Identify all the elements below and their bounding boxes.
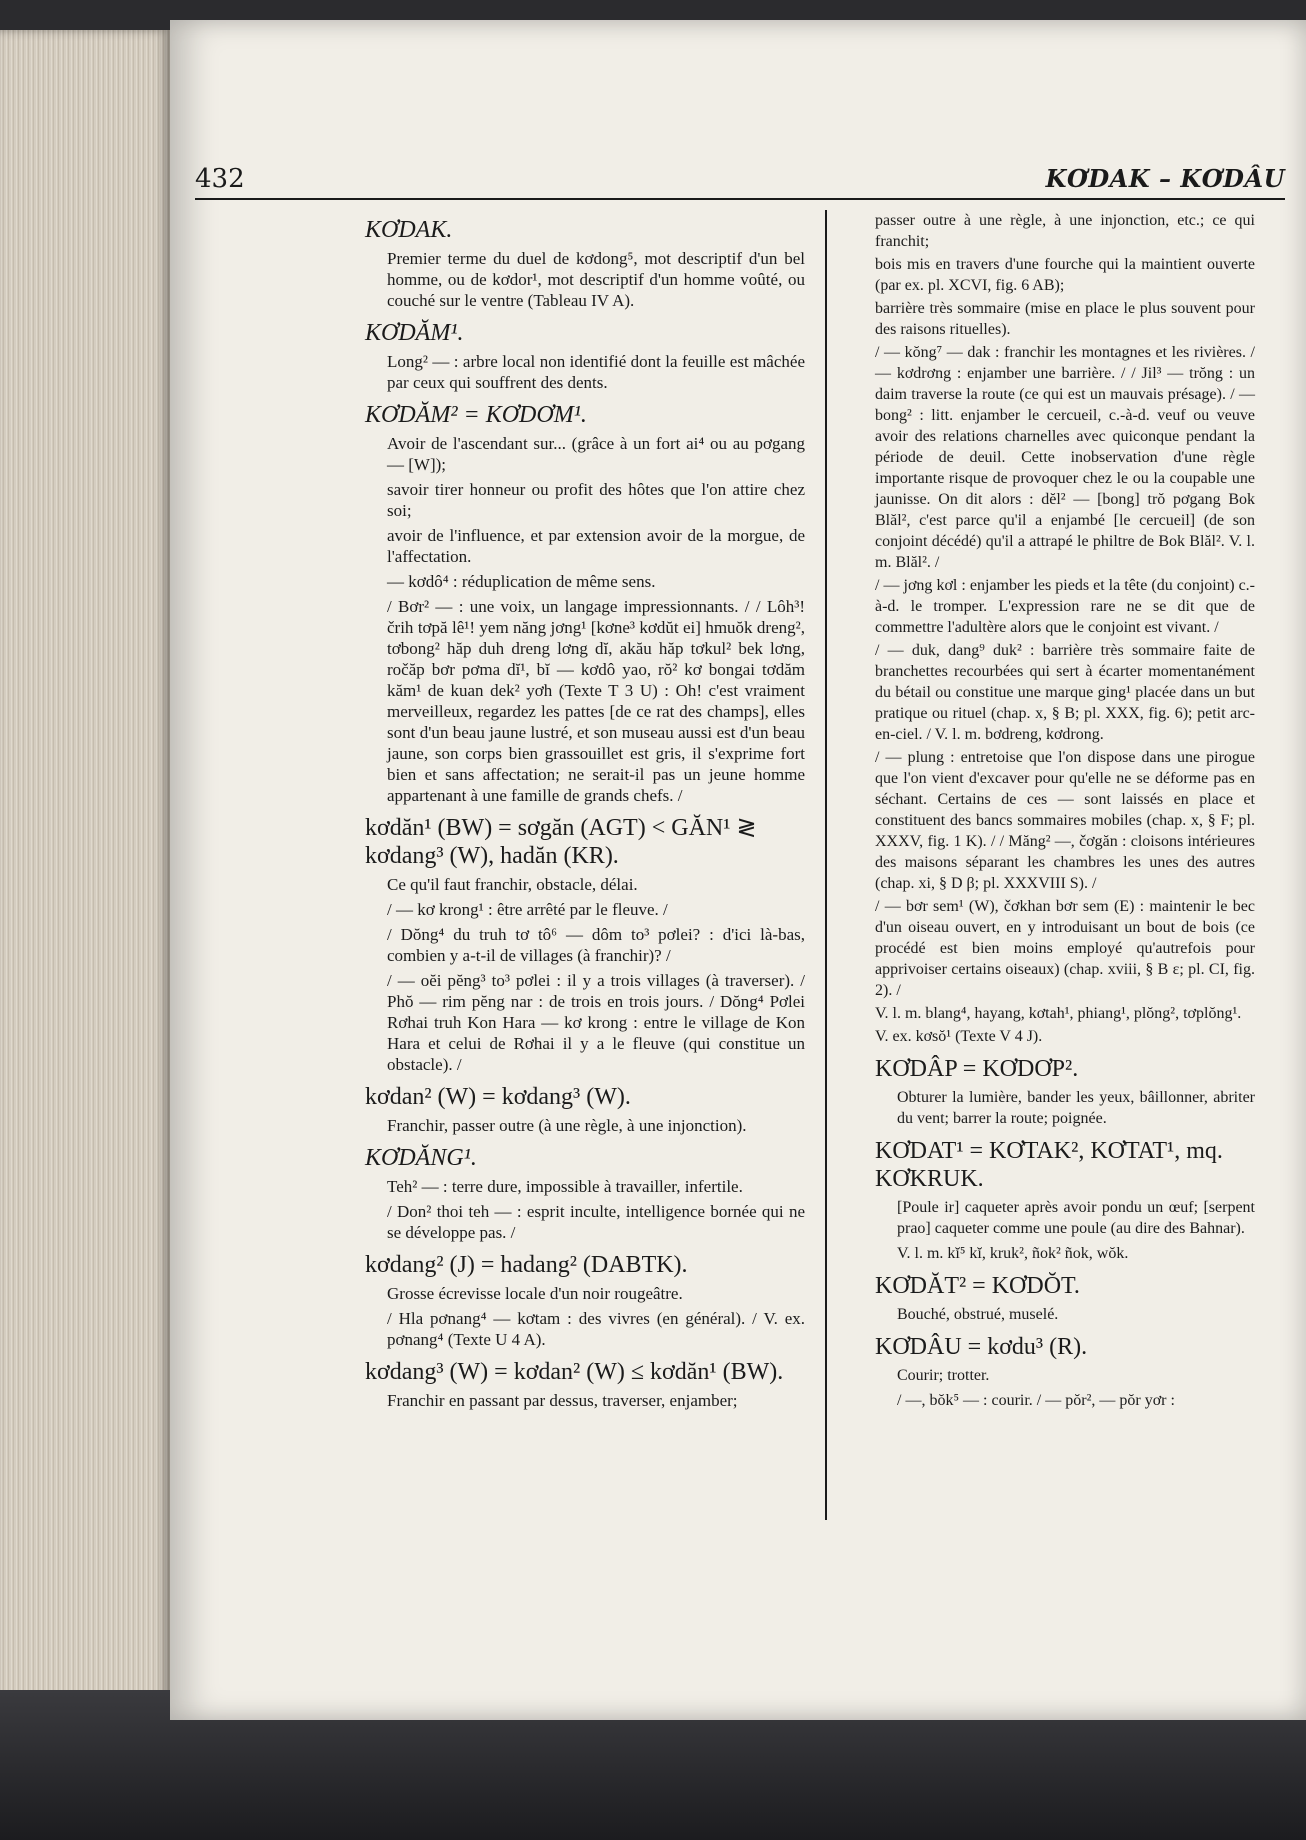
dictionary-entry: [875, 1333, 1255, 1411]
entry-definition: / — duk, dang⁹ duk² : barrière très sommaire faite de branchettes recourbées qui sert à écarter momentanément du bétail ou constitue une marque ging¹ placée dans un but pratique ou rituel (chap. x, § B; pl. XXX, fig. 6); petit arc-en-ciel. / V. l. m. bơdreng, kơdrong.: [875, 642, 1255, 743]
entry-headword: KƠDÂU = kơdu³ (R).: [875, 1334, 1088, 1360]
entry-definition: Obturer la lumière, bander les yeux, bâillonner, abriter du vent; barrer la route; poignée.: [897, 1089, 1255, 1127]
entry-definition: V. l. m. kĭ⁵ kĭ, kruk², ñok² ñok, wŏk.: [897, 1245, 1129, 1262]
entry-definition: Long² — : arbre local non identifié dont la feuille est mâchée par ceux qui souffrent des dents.: [387, 352, 805, 392]
entry-headword: KƠDÂP = KƠDƠP².: [875, 1056, 1079, 1082]
running-head: KƠDAK – KƠDÂU: [1045, 164, 1285, 193]
dictionary-entry: [365, 401, 805, 806]
dictionary-entry: [875, 1055, 1255, 1129]
entry-definition: savoir tirer honneur ou profit des hôtes que l'on attire chez soi;: [387, 480, 805, 520]
right-column: [875, 210, 1255, 1419]
dictionary-entry: [875, 1137, 1255, 1264]
dictionary-entry: [365, 1358, 805, 1411]
entry-definition: Avoir de l'ascendant sur... (grâce à un fort ai⁴ ou au pơgang — [W]);: [387, 434, 805, 474]
dictionary-entry: [365, 1251, 805, 1350]
entry-definition: passer outre à une règle, à une injonction, etc.; ce qui franchit;: [875, 212, 1255, 250]
entry-definition: / — kŏng⁷ — dak : franchir les montagnes et les rivières. / — kơdrơng : enjamber une barrière. / / Jil³ — trŏng : un daim traverse la route (ce qui est un mauvais présage). / — bong² : litt. enjamber le cercueil, c.-à-d. veuf ou veuve avoir des relations charnelles avec quiconque pendant la période de deuil. Cette inobservation d'une règle importante risque de provoquer chez le ou la coupable une jaunisse. On dit alors : dĕl² — [bong] trŏ pơgang Bok Blăl², c'est parce qu'il a enjambé [le cercueil] (de son conjoint décédé) qu'il a attrapé le philtre de Bok Blăl². V. l. m. Blăl². /: [875, 344, 1255, 571]
entry-definition: barrière très sommaire (mise en place le plus souvent pour des raisons rituelles).: [875, 300, 1255, 338]
entry-definition: Franchir, passer outre (à une règle, à une injonction).: [387, 1116, 747, 1135]
entry-definition: / —, bŏk⁵ — : courir. / — pŏr², — pŏr yơr :: [897, 1392, 1175, 1409]
entry-definition: / Hla pơnang⁴ — kơtam : des vivres (en général). / V. ex. pơnang⁴ (Texte U 4 A).: [387, 1309, 805, 1349]
dictionary-entry: [365, 1083, 805, 1136]
entry-definition: V. l. m. blang⁴, hayang, kơtah¹, phiang¹, plŏng², tơplŏng¹.: [875, 1005, 1242, 1022]
entry-headword: KƠDĂM¹.: [365, 320, 464, 346]
entry-headword: KƠDĂNG¹.: [365, 1145, 477, 1171]
dictionary-entry: [365, 1144, 805, 1243]
entry-headword: kơdan² (W) = kơdang³ (W).: [365, 1084, 631, 1110]
entry-definition: V. ex. kơsŏ¹ (Texte V 4 J).: [875, 1028, 1043, 1045]
entry-definition: Ce qu'il faut franchir, obstacle, délai.: [387, 875, 638, 894]
left-column: [365, 210, 805, 1419]
entry-definition: Teh² — : terre dure, impossible à travailler, infertile.: [387, 1177, 743, 1196]
entry-definition: Bouché, obstrué, muselé.: [897, 1306, 1059, 1323]
dictionary-entry: [875, 210, 1255, 1047]
entry-definition: Courir; trotter.: [897, 1367, 990, 1384]
entry-headword: KƠDAK.: [365, 217, 453, 243]
entry-headword: KƠDĂM² = KƠDƠM¹.: [365, 402, 587, 428]
dictionary-entry: [365, 216, 805, 311]
dictionary-entry: [365, 814, 805, 1075]
page-header: [195, 150, 1285, 200]
entry-definition: Franchir en passant par dessus, traverser, enjamber;: [387, 1391, 738, 1410]
entry-definition: [Poule ir] caqueter après avoir pondu un œuf; [serpent prao] caqueter comme une poule (au dire des Bahnar).: [897, 1199, 1255, 1237]
entry-definition: bois mis en travers d'une fourche qui la maintient ouverte (par ex. pl. XCVI, fig. 6 AB);: [875, 256, 1255, 294]
entry-headword: KƠDAT¹ = KƠTAK², KƠTAT¹, mq. KƠKRUK.: [875, 1138, 1223, 1192]
entry-definition: / — jơng kơl : enjamber les pieds et la tête (du conjoint) c.-à-d. le tromper. L'expression rare ne se dit que de commettre l'adultère alors que le conjoint est vivant. /: [875, 577, 1255, 636]
entry-definition: avoir de l'influence, et par extension avoir de la morgue, de l'affectation.: [387, 526, 805, 566]
entry-definition: Premier terme du duel de kơdong⁵, mot descriptif d'un bel homme, ou de kơdor¹, mot descriptif d'un homme voûté, ou couché sur le ventre (Tableau IV A).: [387, 249, 805, 310]
entry-headword: kơdăn¹ (BW) = sơgăn (AGT) < GĂN¹ ≷ kơdang³ (W), hadăn (KR).: [365, 815, 757, 869]
entry-definition: / — bơr sem¹ (W), čơkhan bơr sem (E) : maintenir le bec d'un oiseau ouvert, en y introduisant un bout de bois (ce procédé est bien moins employé qu'autrefois pour apprivoiser certains oiseaux) (chap. xviii, § B ε; pl. CI, fig. 2). /: [875, 898, 1255, 999]
dictionary-entry: [365, 319, 805, 393]
entry-definition: / Dŏng⁴ du truh tơ tô⁶ — dôm to³ pơlei? : d'ici là-bas, combien y a-t-il de villages (à franchir)? /: [387, 925, 805, 965]
entry-definition: / — oĕi pĕng³ to³ pơlei : il y a trois villages (à traverser). / Phŏ — rim pĕng nar : de trois en trois jours. / Dŏng⁴ Pơlei Rơhai truh Kon Hara — kơ krong : entre le village de Kon Hara et celui de Rơhai il y a le fleuve (qui constitue un obstacle). /: [387, 971, 805, 1074]
entry-definition: / — kơ krong¹ : être arrêté par le fleuve. /: [387, 900, 668, 919]
dictionary-entry: [875, 1272, 1255, 1325]
page-number: 432: [195, 164, 245, 194]
entry-definition: — kơdô⁴ : réduplication de même sens.: [387, 572, 656, 591]
column-divider: [825, 210, 827, 1520]
entry-headword: kơdang² (J) = hadang² (DABTK).: [365, 1252, 688, 1278]
entry-definition: / Don² thoi teh — : esprit inculte, intelligence bornée qui ne se développe pas. /: [387, 1202, 805, 1242]
book-page-edges: [0, 30, 170, 1730]
entry-definition: Grosse écrevisse locale d'un noir rougeâtre.: [387, 1284, 683, 1303]
entry-definition: / — plung : entretoise que l'on dispose dans une pirogue que l'on vient d'excaver pour qu'elle ne se déforme pas en séchant. Certains de ces — sont laissés en place et constituent des bancs sommaires mobiles (chap. x, § F; pl. XXXV, fig. 1 K). / / Măng² —, čơgăn : cloisons intérieures des maisons séparant les chambres les unes des autres (chap. xi, § D β; pl. XXXVIII S). /: [875, 749, 1255, 892]
entry-headword: kơdang³ (W) = kơdan² (W) ≤ kơdăn¹ (BW).: [365, 1359, 784, 1385]
entry-definition: / Bơr² — : une voix, un langage impressionnants. / / Lôh³! črih tơpă lê¹! yem năng jơng¹ [kơne³ kơdŭt ei] hmuŏk dreng², tơbong² hăp duh dreng lơng dĭ, akău hăp tơkul² bek lơng, ročăp bơr pơma dĭ¹, bĭ — kơdô yao, rŏ² kơ bongai tơdăm kăm¹ de kuan dek² yơh (Texte T 3 U) : Oh! c'est vraiment merveilleux, regardez les pattes [de ce rat des champs], elles sont d'un beau jaune lustré, et son museau aussi est d'un beau jaune, son corps bien grassouillet est gris, il s'exprime fort bien et sans affectation; ne serait-il pas un jeune homme appartenant à une famille de grands chefs. /: [387, 597, 805, 805]
entry-headword: KƠDĂT² = KƠDŎT.: [875, 1273, 1080, 1299]
